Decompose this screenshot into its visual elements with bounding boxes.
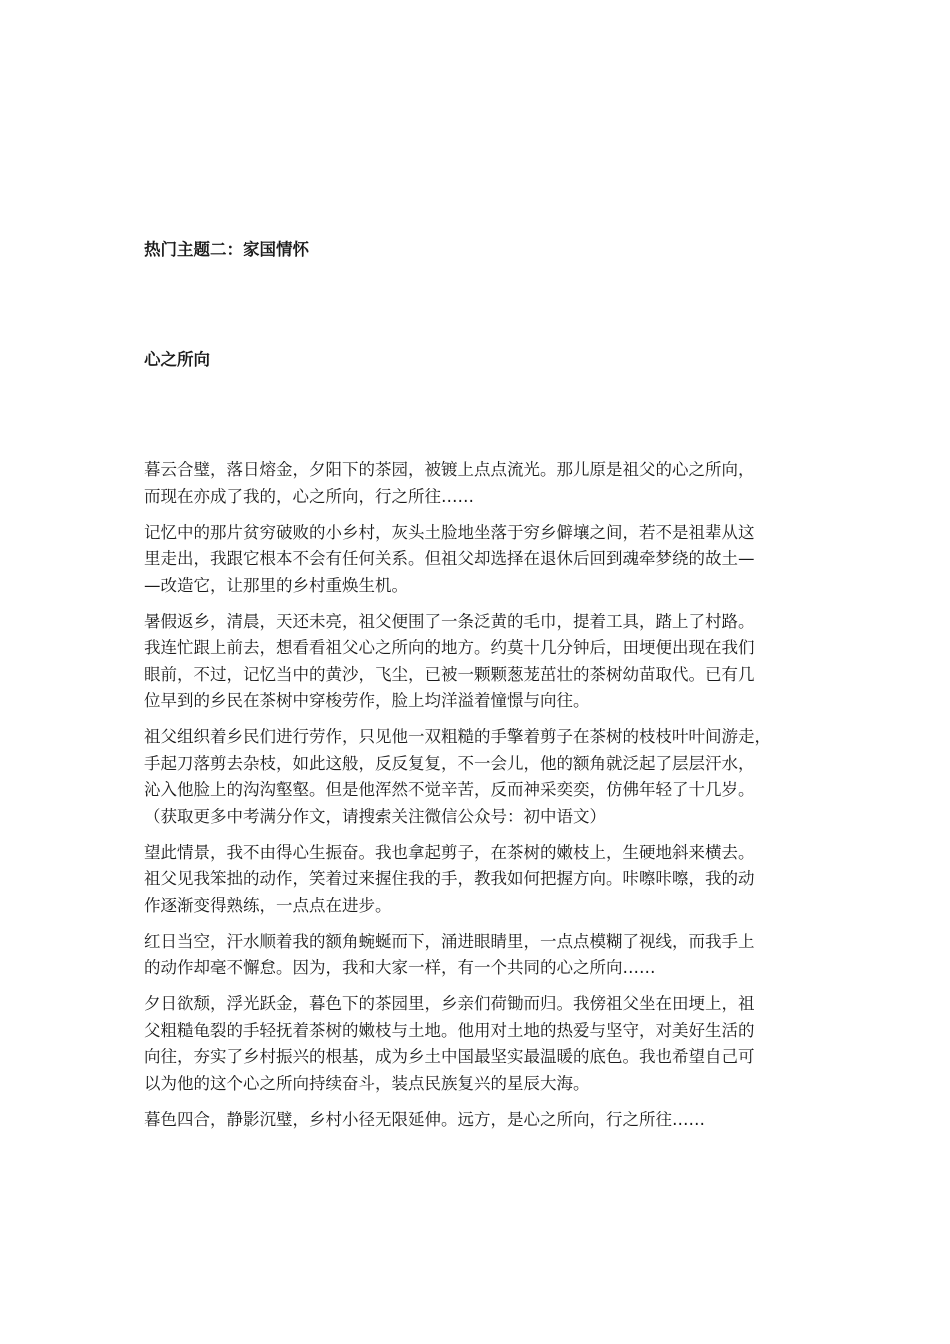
paragraph-line: 暑假返乡，清晨，天还未亮，祖父便围了一条泛黄的毛巾，提着工具，踏上了村路。 [144,611,755,631]
paragraph-line: 沁入他脸上的沟沟壑壑。但是他浑然不觉辛苦，反而神采奕奕，仿佛年轻了十几岁。 [144,780,755,799]
paragraph-line: 的动作却毫不懈怠。因为，我和大家一样，有一个共同的心之所向…… [144,958,656,977]
paragraph-line: 祖父见我笨拙的动作，笑着过来握住我的手，教我如何把握方向。咔嚓咔嚓，我的动 [144,869,755,888]
paragraph [144,840,809,920]
paragraph-line: 手起刀落剪去杂枝，如此这般，反反复复，不一会儿，他的额角就泛起了层层汗水， [144,753,755,773]
paragraph [144,724,809,830]
paragraph [144,991,809,1097]
paragraph-line: 作逐渐变得熟练，一点点在进步。 [144,895,392,915]
paragraph-line: 以为他的这个心之所向持续奋斗，装点民族复兴的星辰大海。 [144,1073,590,1093]
paragraph-line: （获取更多中考满分作文，请搜索关注微信公众号：初中语文） [144,806,606,826]
essay-body [144,457,809,1143]
paragraph [144,520,809,600]
paragraph-line: 位早到的乡民在茶树中穿梭劳作，脸上均洋溢着憧憬与向往。 [144,691,590,710]
paragraph-line: 暮色四合，静影沉璧，乡村小径无限延伸。远方，是心之所向，行之所往…… [144,1109,705,1129]
paragraph-line: 眼前，不过，记忆当中的黄沙，飞尘，已被一颗颗葱茏茁壮的茶树幼苗取代。已有几 [144,664,755,684]
paragraph [144,1107,809,1134]
paragraph-line: 而现在亦成了我的，心之所向，行之所往…… [144,486,474,506]
paragraph-line: 夕日欲颓，浮光跃金，暮色下的茶园里，乡亲们荷锄而归。我傍祖父坐在田埂上，祖 [144,994,755,1013]
paragraph-line: 望此情景，我不由得心生振奋。我也拿起剪子，在茶树的嫩枝上，生硬地斜来横去。 [144,842,755,862]
essay-title: 心之所向 [144,350,210,369]
paragraph-line: 祖父组织着乡民们进行劳作，只见他一双粗糙的手擎着剪子在茶树的枝枝叶叶间游走， [144,727,771,746]
paragraph [144,457,809,510]
paragraph-line: 暮云合璧，落日熔金，夕阳下的茶园，被镀上点点流光。那儿原是祖父的心之所向， [144,460,755,479]
paragraph-line: 记忆中的那片贫穷破败的小乡村，灰头土脸地坐落于穷乡僻壤之间，若不是祖辈从这 [144,522,755,542]
paragraph-line: 父粗糙龟裂的手轻抚着茶树的嫩枝与土地。他用对土地的热爱与坚守，对美好生活的 [144,1020,755,1040]
paragraph-line: —改造它，让那里的乡村重焕生机。 [144,575,408,595]
paragraph-line: 里走出，我跟它根本不会有任何关系。但祖父却选择在退休后回到魂牵梦绕的故土— [144,549,755,568]
paragraph-line: 向往，夯实了乡村振兴的根基，成为乡土中国最坚实最温暖的底色。我也希望自己可 [144,1047,755,1066]
paragraph [144,609,809,715]
paragraph-line: 红日当空，汗水顺着我的额角蜿蜒而下，涌进眼睛里，一点点模糊了视线，而我手上 [144,931,755,951]
paragraph [144,929,809,982]
topic-title: 热门主题二：家国情怀 [144,240,309,259]
paragraph-line: 我连忙跟上前去，想看看祖父心之所向的地方。约莫十几分钟后，田埂便出现在我们 [144,638,755,657]
